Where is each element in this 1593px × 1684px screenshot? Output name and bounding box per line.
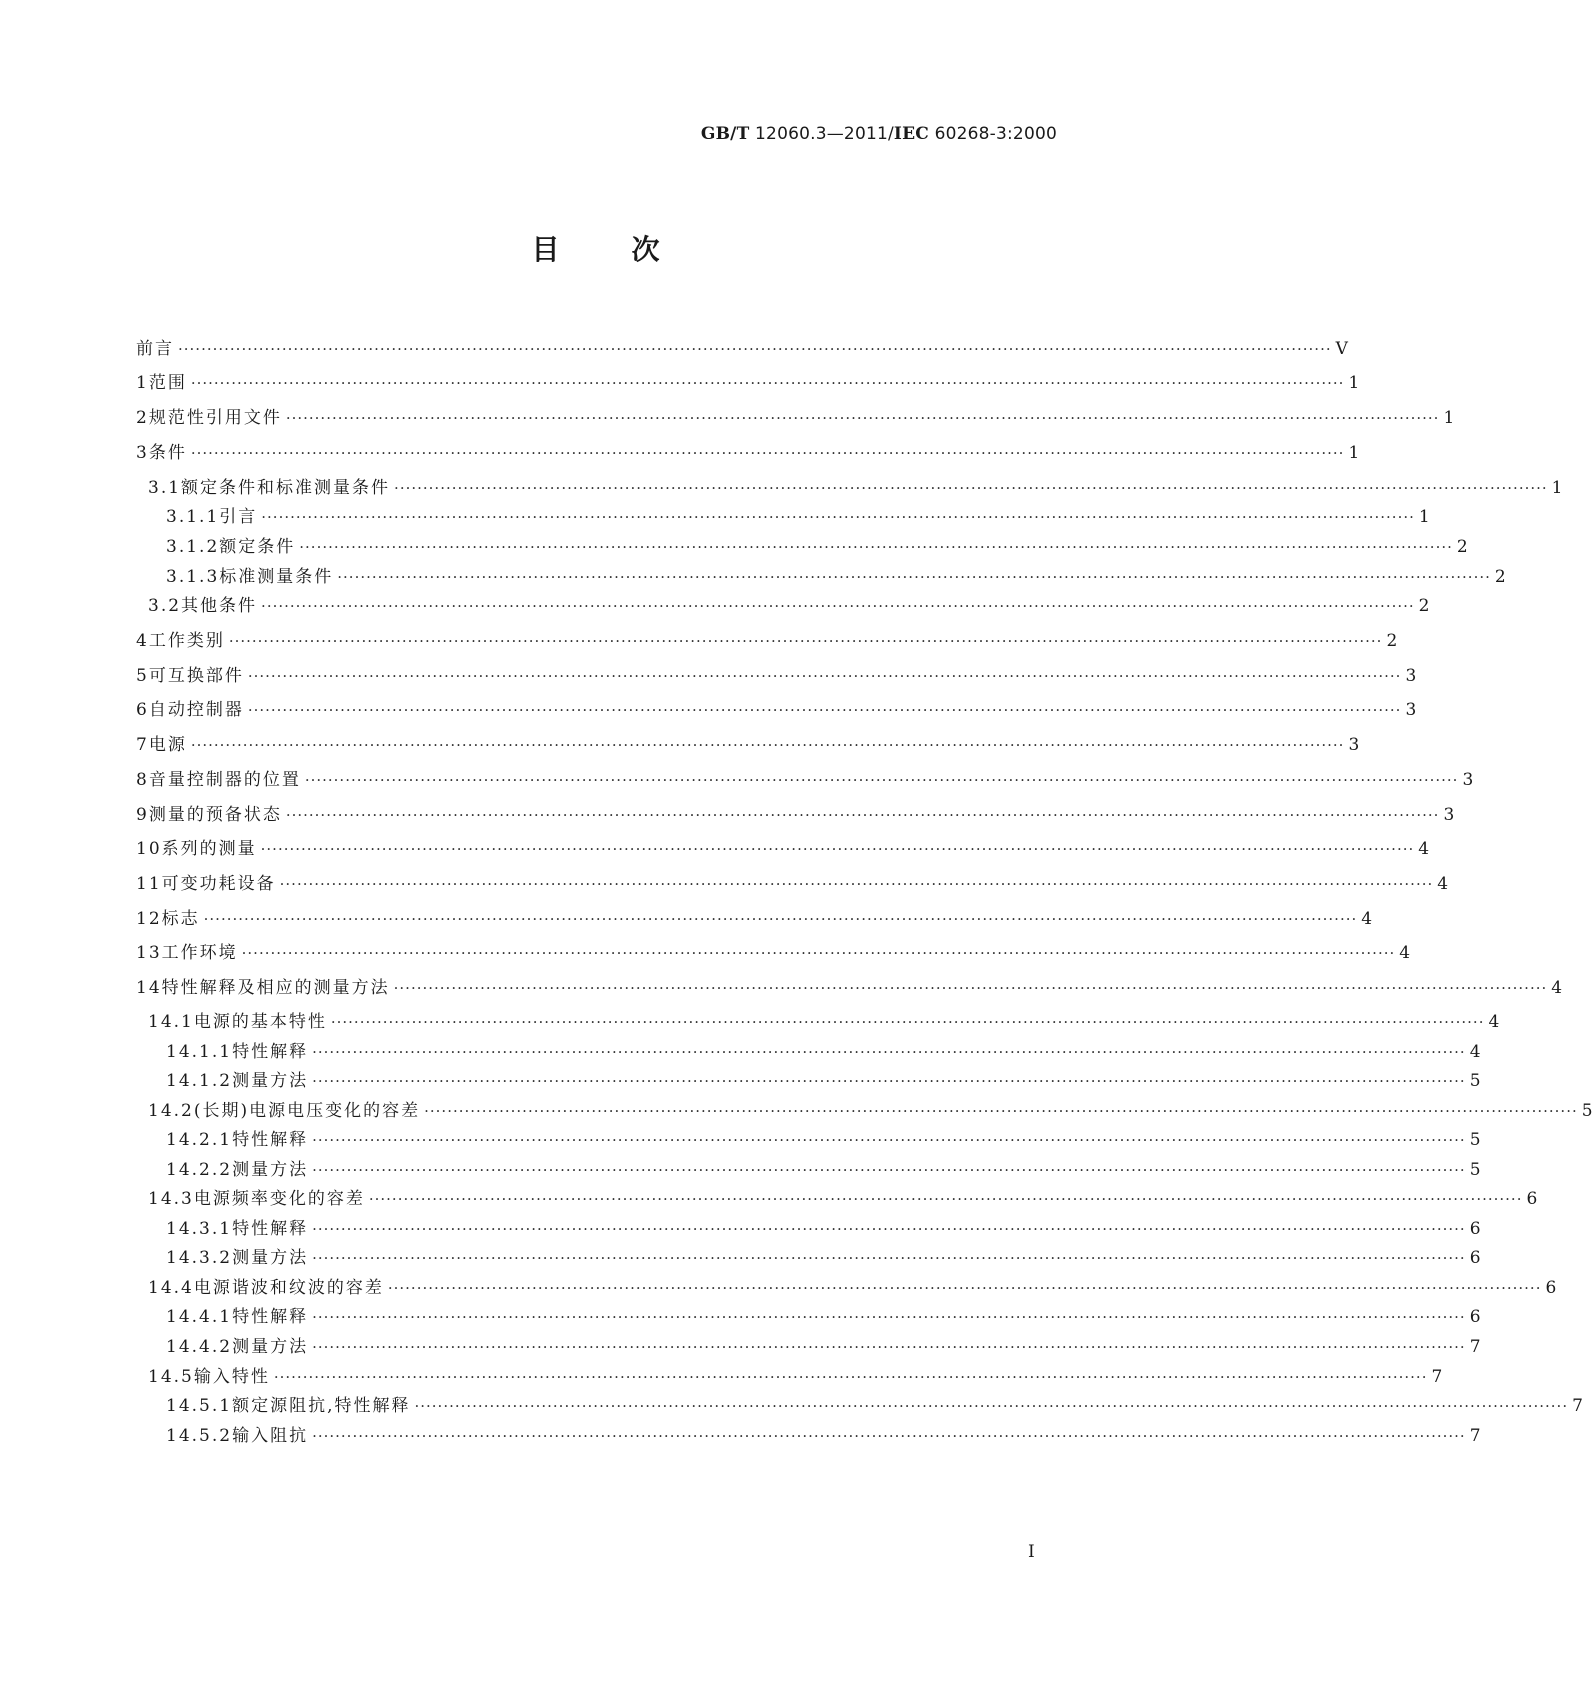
- toc-entry-page: 1: [1348, 443, 1360, 463]
- toc-entry[interactable]: [136, 730, 1360, 760]
- toc-entry[interactable]: [136, 473, 1563, 503]
- toc-entry-number: 14.4.2: [166, 1337, 233, 1357]
- toc-entry-label: 额定条件和标准测量条件: [181, 478, 391, 498]
- toc-leader-dots: ········································································································································································································: [190, 444, 1345, 462]
- toc-leader-dots: ········································································································································································································: [414, 1397, 1569, 1415]
- title-char-1: 目: [531, 233, 560, 266]
- toc-entry-label: 电源频率变化的容差: [193, 1189, 365, 1209]
- toc-leader-dots: ········································································································································································································: [368, 1190, 1523, 1208]
- toc-entry[interactable]: [136, 1096, 1593, 1126]
- toc-entry-page: 6: [1469, 1307, 1481, 1327]
- toc-leader-dots: ········································································································································································································: [312, 1220, 1466, 1238]
- toc-entry[interactable]: [136, 591, 1430, 621]
- toc-entry-page: 4: [1361, 909, 1373, 929]
- toc-leader-dots: ········································································································································································································: [285, 409, 1440, 427]
- toc-leader-dots: ········································································································································································································: [312, 1427, 1466, 1445]
- toc-entry-label: 其他条件: [181, 596, 258, 616]
- toc-entry-page: 5: [1469, 1071, 1481, 1091]
- toc-leader-dots: ········································································································································································································: [299, 538, 1453, 556]
- toc-entry[interactable]: [136, 661, 1417, 691]
- toc-entry-label: 特性解释: [232, 1307, 309, 1327]
- toc-entry-page: 3: [1348, 735, 1360, 755]
- toc-leader-dots: ········································································································································································································: [312, 1338, 1466, 1356]
- toc-entry[interactable]: [136, 938, 1411, 968]
- toc-entry[interactable]: [136, 502, 1430, 532]
- toc-entry-page: 1: [1348, 373, 1360, 393]
- toc-entry-page: 3: [1405, 700, 1417, 720]
- toc-entry-page: 6: [1545, 1278, 1557, 1298]
- toc-entry-number: 14.5: [148, 1367, 194, 1387]
- iec-prefix: IEC: [893, 124, 929, 144]
- toc-entry-page: 2: [1386, 631, 1398, 651]
- toc-entry-label: 测量方法: [232, 1248, 309, 1268]
- toc-entry[interactable]: [136, 1421, 1481, 1451]
- toc-leader-dots: ········································································································································································································: [424, 1102, 1578, 1120]
- toc-entry-label: 测量方法: [232, 1071, 309, 1091]
- toc-entry-label: 特性解释及相应的测量方法: [161, 978, 390, 998]
- toc-entry-page: 4: [1551, 978, 1563, 998]
- toc-entry-number: 6: [136, 700, 149, 720]
- toc-entry-number: 14.3: [148, 1189, 194, 1209]
- toc-entry[interactable]: [136, 765, 1474, 795]
- toc-leader-dots: ········································································································································································································: [304, 771, 1459, 789]
- toc-entry[interactable]: [136, 1391, 1583, 1421]
- toc-entry-page: 5: [1469, 1160, 1481, 1180]
- toc-entry-page: 4: [1469, 1042, 1481, 1062]
- toc-leader-dots: ········································································································································································································: [312, 1308, 1466, 1326]
- toc-leader-dots: ········································································································································································································: [261, 508, 1415, 526]
- toc-leader-dots: ········································································································································································································: [330, 1013, 1485, 1031]
- toc-entry-label: 特性解释: [232, 1130, 309, 1150]
- toc-entry[interactable]: [136, 1007, 1500, 1037]
- toc-entry[interactable]: [136, 973, 1563, 1003]
- toc-leader-dots: ········································································································································································································: [260, 840, 1415, 858]
- toc-entry[interactable]: [136, 1184, 1538, 1214]
- toc-entry-label: 电源的基本特性: [193, 1012, 327, 1032]
- toc-entry-number: 14.1.2: [166, 1071, 233, 1091]
- toc-leader-dots: ········································································································································································································: [394, 479, 1548, 497]
- toc-entry-label: 额定源阻抗,特性解释: [232, 1396, 411, 1416]
- toc-entry[interactable]: [136, 403, 1455, 433]
- toc-entry-label: 输入阻抗: [232, 1426, 309, 1446]
- toc-entry-page: 1: [1443, 408, 1455, 428]
- toc-entry-page: 5: [1469, 1130, 1481, 1150]
- toc-entry-page: 3: [1443, 805, 1455, 825]
- toc-entry-label: 特性解释: [232, 1219, 309, 1239]
- toc-entry-page: 4: [1437, 874, 1449, 894]
- toc-entry-number: 14.1: [148, 1012, 194, 1032]
- toc-entry-number: 5: [136, 666, 149, 686]
- toc-entry-label: 电源谐波和纹波的容差: [193, 1278, 384, 1298]
- toc-leader-dots: ········································································································································································································: [203, 910, 1358, 928]
- std-prefix: GB/T: [700, 124, 750, 144]
- toc-entry[interactable]: [136, 334, 1348, 364]
- toc-leader-dots: ········································································································································································································: [247, 667, 1402, 685]
- toc-entry-label: 引言: [219, 507, 258, 527]
- toc-entry-number: 7: [136, 735, 149, 755]
- toc-entry-number: 14.2.2: [166, 1160, 233, 1180]
- toc-entry[interactable]: [136, 1155, 1481, 1185]
- toc-entry-label: 特性解释: [232, 1042, 309, 1062]
- toc-entry[interactable]: [136, 1214, 1481, 1244]
- toc-entry-number: 3.1.3: [166, 567, 220, 587]
- toc-entry-number: 14.2.1: [166, 1130, 233, 1150]
- toc-entry[interactable]: [136, 1125, 1481, 1155]
- toc-entry-number: 2: [136, 408, 149, 428]
- toc-entry-label: 输入特性: [193, 1367, 270, 1387]
- toc-entry-label: 标志: [161, 909, 200, 929]
- toc-entry[interactable]: [136, 695, 1417, 725]
- standard-code: [701, 124, 1057, 144]
- toc-entry-number: 3.2: [148, 596, 182, 616]
- toc-entry-label: 工作类别: [148, 631, 225, 651]
- toc-entry-page: 6: [1469, 1248, 1481, 1268]
- toc-entry-page: 4: [1488, 1012, 1500, 1032]
- toc-entry-number: 14.5.1: [166, 1396, 233, 1416]
- toc-entry-label: 条件: [148, 443, 187, 463]
- toc-leader-dots: ········································································································································································································: [247, 701, 1402, 719]
- toc-entry[interactable]: [136, 1037, 1481, 1067]
- toc-entry-label: 测量方法: [232, 1337, 309, 1357]
- toc-entry-page: 7: [1469, 1426, 1481, 1446]
- toc-entry-label: 额定条件: [219, 537, 296, 557]
- toc-entry-label: 标准测量条件: [219, 567, 334, 587]
- toc-entry-label: 电源: [148, 735, 187, 755]
- toc-leader-dots: ········································································································································································································: [312, 1131, 1466, 1149]
- toc-entry-number: 14.2: [148, 1101, 194, 1121]
- toc-entry-number: 3: [136, 443, 149, 463]
- toc-entry[interactable]: [136, 438, 1360, 468]
- toc-entry-label: 可变功耗设备: [161, 874, 276, 894]
- toc-leader-dots: ········································································································································································································: [312, 1043, 1466, 1061]
- toc-entry[interactable]: [136, 532, 1468, 562]
- toc-leader-dots: ········································································································································································································: [312, 1072, 1466, 1090]
- toc-entry-page: 7: [1431, 1367, 1443, 1387]
- toc-leader-dots: ········································································································································································································: [261, 597, 1415, 615]
- toc-entry-label: 范围: [148, 373, 187, 393]
- toc-entry-label: 自动控制器: [148, 700, 244, 720]
- toc-entry-page: 6: [1469, 1219, 1481, 1239]
- toc-leader-dots: ········································································································································································································: [190, 374, 1345, 392]
- toc-entry-page: 7: [1572, 1396, 1583, 1416]
- toc-leader-dots: ········································································································································································································: [312, 1161, 1466, 1179]
- toc-entry-number: 14.3.2: [166, 1248, 233, 1268]
- std-number: 12060.3—2011/: [755, 124, 894, 144]
- toc-entry[interactable]: [136, 800, 1455, 830]
- toc-entry-number: 10: [136, 839, 162, 859]
- toc-entry-number: 4: [136, 631, 149, 651]
- toc-entry-number: 3.1.2: [166, 537, 220, 557]
- toc-leader-dots: ········································································································································································································: [387, 1279, 1542, 1297]
- toc-entry-page: 1: [1418, 507, 1430, 527]
- toc-entry-number: 14.3.1: [166, 1219, 233, 1239]
- toc-entry-page: 2: [1456, 537, 1468, 557]
- toc-entry[interactable]: [136, 1066, 1481, 1096]
- toc-entry-number: 12: [136, 909, 162, 929]
- toc-entry-number: 13: [136, 943, 162, 963]
- title-char-2: 次: [631, 233, 660, 266]
- toc-entry[interactable]: [136, 562, 1506, 592]
- toc-entry[interactable]: [136, 834, 1430, 864]
- toc-entry[interactable]: [136, 1273, 1557, 1303]
- toc-entry-page: 4: [1418, 839, 1430, 859]
- toc-entry-page: 7: [1469, 1337, 1481, 1357]
- toc-entry-number: 11: [136, 874, 162, 894]
- toc-entry-number: 14.1.1: [166, 1042, 233, 1062]
- toc-leader-dots: ········································································································································································································: [241, 944, 1396, 962]
- toc-leader-dots: ········································································································································································································: [337, 568, 1491, 586]
- toc-entry-label: 测量的预备状态: [148, 805, 282, 825]
- toc-entry[interactable]: [136, 368, 1360, 398]
- toc-entry[interactable]: [136, 904, 1373, 934]
- toc-entry-number: 14.5.2: [166, 1426, 233, 1446]
- toc-leader-dots: ········································································································································································································: [273, 1368, 1428, 1386]
- toc-entry-page: 2: [1494, 567, 1506, 587]
- toc-entry-page: V: [1335, 339, 1348, 359]
- toc-entry[interactable]: [136, 1302, 1481, 1332]
- toc-entry-page: 1: [1551, 478, 1563, 498]
- toc-entry-label: 规范性引用文件: [148, 408, 282, 428]
- toc-entry[interactable]: [136, 1243, 1481, 1273]
- toc-entry-number: 8: [136, 770, 149, 790]
- toc-entry-page: 5: [1581, 1101, 1593, 1121]
- iec-number: 60268-3:2000: [934, 124, 1057, 144]
- toc-entry[interactable]: [136, 1332, 1481, 1362]
- toc-entry-page: 3: [1405, 666, 1417, 686]
- toc-leader-dots: ········································································································································································································: [190, 736, 1345, 754]
- toc-entry-page: 6: [1526, 1189, 1538, 1209]
- toc-entry-label: (长期)电源电压变化的容差: [193, 1101, 421, 1121]
- toc-entry[interactable]: [136, 626, 1398, 656]
- toc-leader-dots: ········································································································································································································: [228, 632, 1383, 650]
- toc-leader-dots: ········································································································································································································: [393, 979, 1548, 997]
- toc-entry-label: 系列的测量: [161, 839, 257, 859]
- toc-entry-number: 3.1: [148, 478, 182, 498]
- toc-entry-label: 测量方法: [232, 1160, 309, 1180]
- toc-entry-page: 4: [1399, 943, 1411, 963]
- toc-leader-dots: ········································································································································································································: [178, 340, 1332, 358]
- toc-entry-number: 14.4.1: [166, 1307, 233, 1327]
- toc-entry-number: 14.4: [148, 1278, 194, 1298]
- toc-entry-number: 9: [136, 805, 149, 825]
- toc-entry-label: 音量控制器的位置: [148, 770, 301, 790]
- toc-entry-label: 前言: [136, 339, 174, 359]
- toc-entry-label: 工作环境: [161, 943, 238, 963]
- page-number: I: [1028, 1542, 1035, 1562]
- toc-entry-number: 1: [136, 373, 149, 393]
- toc-entry[interactable]: [136, 1362, 1443, 1392]
- toc-leader-dots: ········································································································································································································: [279, 875, 1434, 893]
- toc-entry-number: 14: [136, 978, 162, 998]
- toc-entry-label: 可互换部件: [148, 666, 244, 686]
- toc-entry-page: 2: [1418, 596, 1430, 616]
- toc-entry-number: 3.1.1: [166, 507, 220, 527]
- toc-leader-dots: ········································································································································································································: [285, 806, 1440, 824]
- toc-entry-page: 3: [1462, 770, 1474, 790]
- page-title: [0, 228, 1191, 268]
- toc-entry[interactable]: [136, 869, 1449, 899]
- toc-leader-dots: ········································································································································································································: [312, 1249, 1466, 1267]
